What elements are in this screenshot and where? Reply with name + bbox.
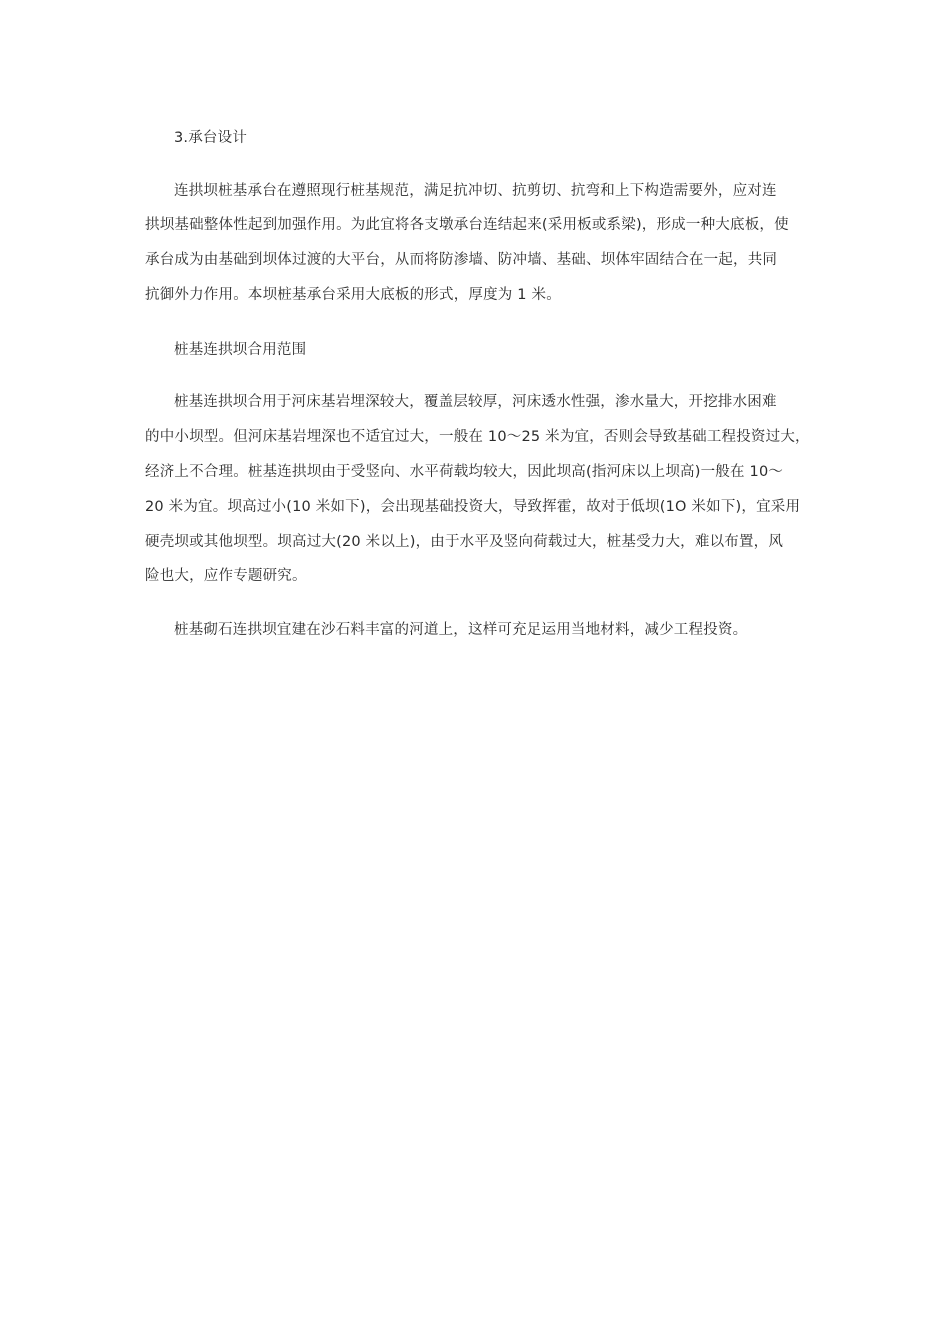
paragraph-line: 桩基砌石连拱坝宜建在沙石料丰富的河道上，这样可充足运用当地材料，减少工程投资。 — [174, 622, 748, 638]
paragraph-line: 桩基连拱坝合用于河床基岩埋深较大，覆盖层较厚，河床透水性强，渗水量大，开挖排水困难 — [174, 394, 777, 410]
paragraph-line: 险也大，应作专题研究。 — [145, 568, 307, 584]
paragraph-line: 承台成为由基础到坝体过渡的大平台，从而将防渗墙、防冲墙、基础、坝体牢固结合在一起，共同 — [145, 252, 778, 268]
subsection-heading: 桩基连拱坝合用范围 — [174, 342, 307, 358]
paragraph-line: 的中小坝型。但河床基岩埋深也不适宜过大，一般在 10～25 米为宜，否则会导致基础工程投资过大， — [145, 429, 810, 445]
paragraph-line: 连拱坝桩基承台在遵照现行桩基规范，满足抗冲切、抗剪切、抗弯和上下构造需要外，应对连 — [174, 183, 777, 199]
section-heading: 3.承台设计 — [174, 130, 248, 146]
paragraph-line: 20 米为宜。坝高过小(10 米如下)，会出现基础投资大，导致挥霍，故对于低坝(1O 米如下)，宜采用 — [145, 499, 801, 515]
paragraph-line: 抗御外力作用。本坝桩基承台采用大底板的形式，厚度为 1 米。 — [145, 287, 561, 303]
paragraph-line: 经济上不合理。桩基连拱坝由于受竖向、水平荷载均较大，因此坝高(指河床以上坝高)一般在 10～ — [145, 464, 784, 480]
paragraph-line: 拱坝基础整体性起到加强作用。为此宜将各支墩承台连结起来(采用板或系梁)，形成一种大底板，使 — [145, 217, 789, 233]
paragraph-line: 硬壳坝或其他坝型。坝高过大(20 米以上)，由于水平及竖向荷载过大，桩基受力大，难以布置，风 — [145, 534, 784, 550]
